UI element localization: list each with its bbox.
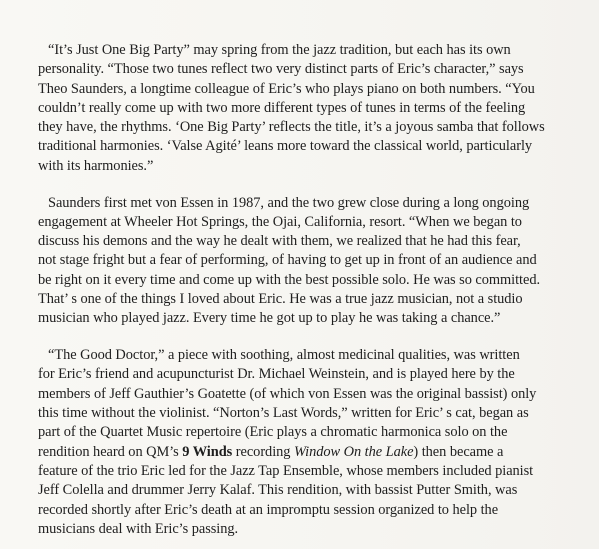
text-line: musicians deal with Eric’s passing. [38, 520, 239, 537]
paragraph-saunders [38, 194, 578, 329]
text-run: ) then became a [413, 443, 504, 460]
text-line: part of the Quartet Music repertoire (Eric plays a chromatic harmonica solo on the [38, 424, 508, 441]
text-line: traditional harmonies. ‘Valse Agité’ leans more toward the classical world, particularly [38, 138, 533, 155]
text-line: not stage fright but a fear of performing, of having to get up in front of an audience and [38, 252, 537, 269]
text-run: rendition heard on QM’s [38, 443, 183, 460]
paragraph-good-doctor [38, 346, 578, 539]
album-title-window-on-the-lake: Window On the Lake [294, 443, 414, 460]
text-line: personality. “Those two tunes reflect two very distinct parts of Eric’s character,” says [38, 61, 524, 78]
label-name-9-winds: 9 Winds [182, 443, 233, 460]
text-line: musician who played jazz. Every time he got up to play he was taking a chance.” [38, 310, 501, 327]
text-line: they have, the rhythms. ‘One Big Party’ reflects the title, it’s a joyous samba that follows [38, 119, 545, 136]
text-line: “The Good Doctor,” a piece with soothing, almost medicinal qualities, was written [48, 347, 520, 364]
liner-notes-text [38, 41, 578, 549]
paragraph-one-big-party [38, 41, 578, 176]
text-line: Jeff Colella and drummer Jerry Kalaf. This rendition, with bassist Putter Smith, was [38, 482, 518, 499]
text-line: feature of the trio Eric led for the Jazz Tap Ensemble, whose members included pianist [38, 462, 534, 479]
text-line-mixed [38, 443, 578, 462]
text-line: with its harmonies.” [38, 157, 154, 174]
text-run: recording [232, 443, 294, 460]
text-line: be right on it every time and come up with the best possible solo. He was so committed. [38, 271, 541, 288]
text-line: engagement at Wheeler Hot Springs, the Ojai, California, resort. “When we began to [38, 213, 522, 230]
text-line: Saunders first met von Essen in 1987, and the two grew close during a long ongoing [48, 194, 530, 211]
text-line: That’ s one of the things I loved about Eric. He was a true jazz musician, not a studio [38, 291, 523, 308]
text-line: “It’s Just One Big Party” may spring from the jazz tradition, but each has its own [48, 42, 511, 58]
text-line: couldn’t really come up with two more different types of tunes in terms of the feeling [38, 99, 526, 116]
text-line: Theo Saunders, a longtime colleague of Eric’s who plays piano on both numbers. “You [38, 80, 535, 97]
text-line: discuss his demons and the way he dealt with them, we realized that he had this fear, [38, 233, 521, 250]
text-line: this time without the violinist. “Norton’s Last Words,” written for Eric’ s cat, began as [38, 405, 529, 422]
text-line: recorded shortly after Eric’s death at an impromptu session organized to help the [38, 501, 499, 518]
text-line: for Eric’s friend and acupuncturist Dr. Michael Weinstein, and is played here by the [38, 366, 515, 383]
text-line: members of Jeff Gauthier’s Goatette (of which von Essen was the original bassist) only [38, 385, 537, 402]
